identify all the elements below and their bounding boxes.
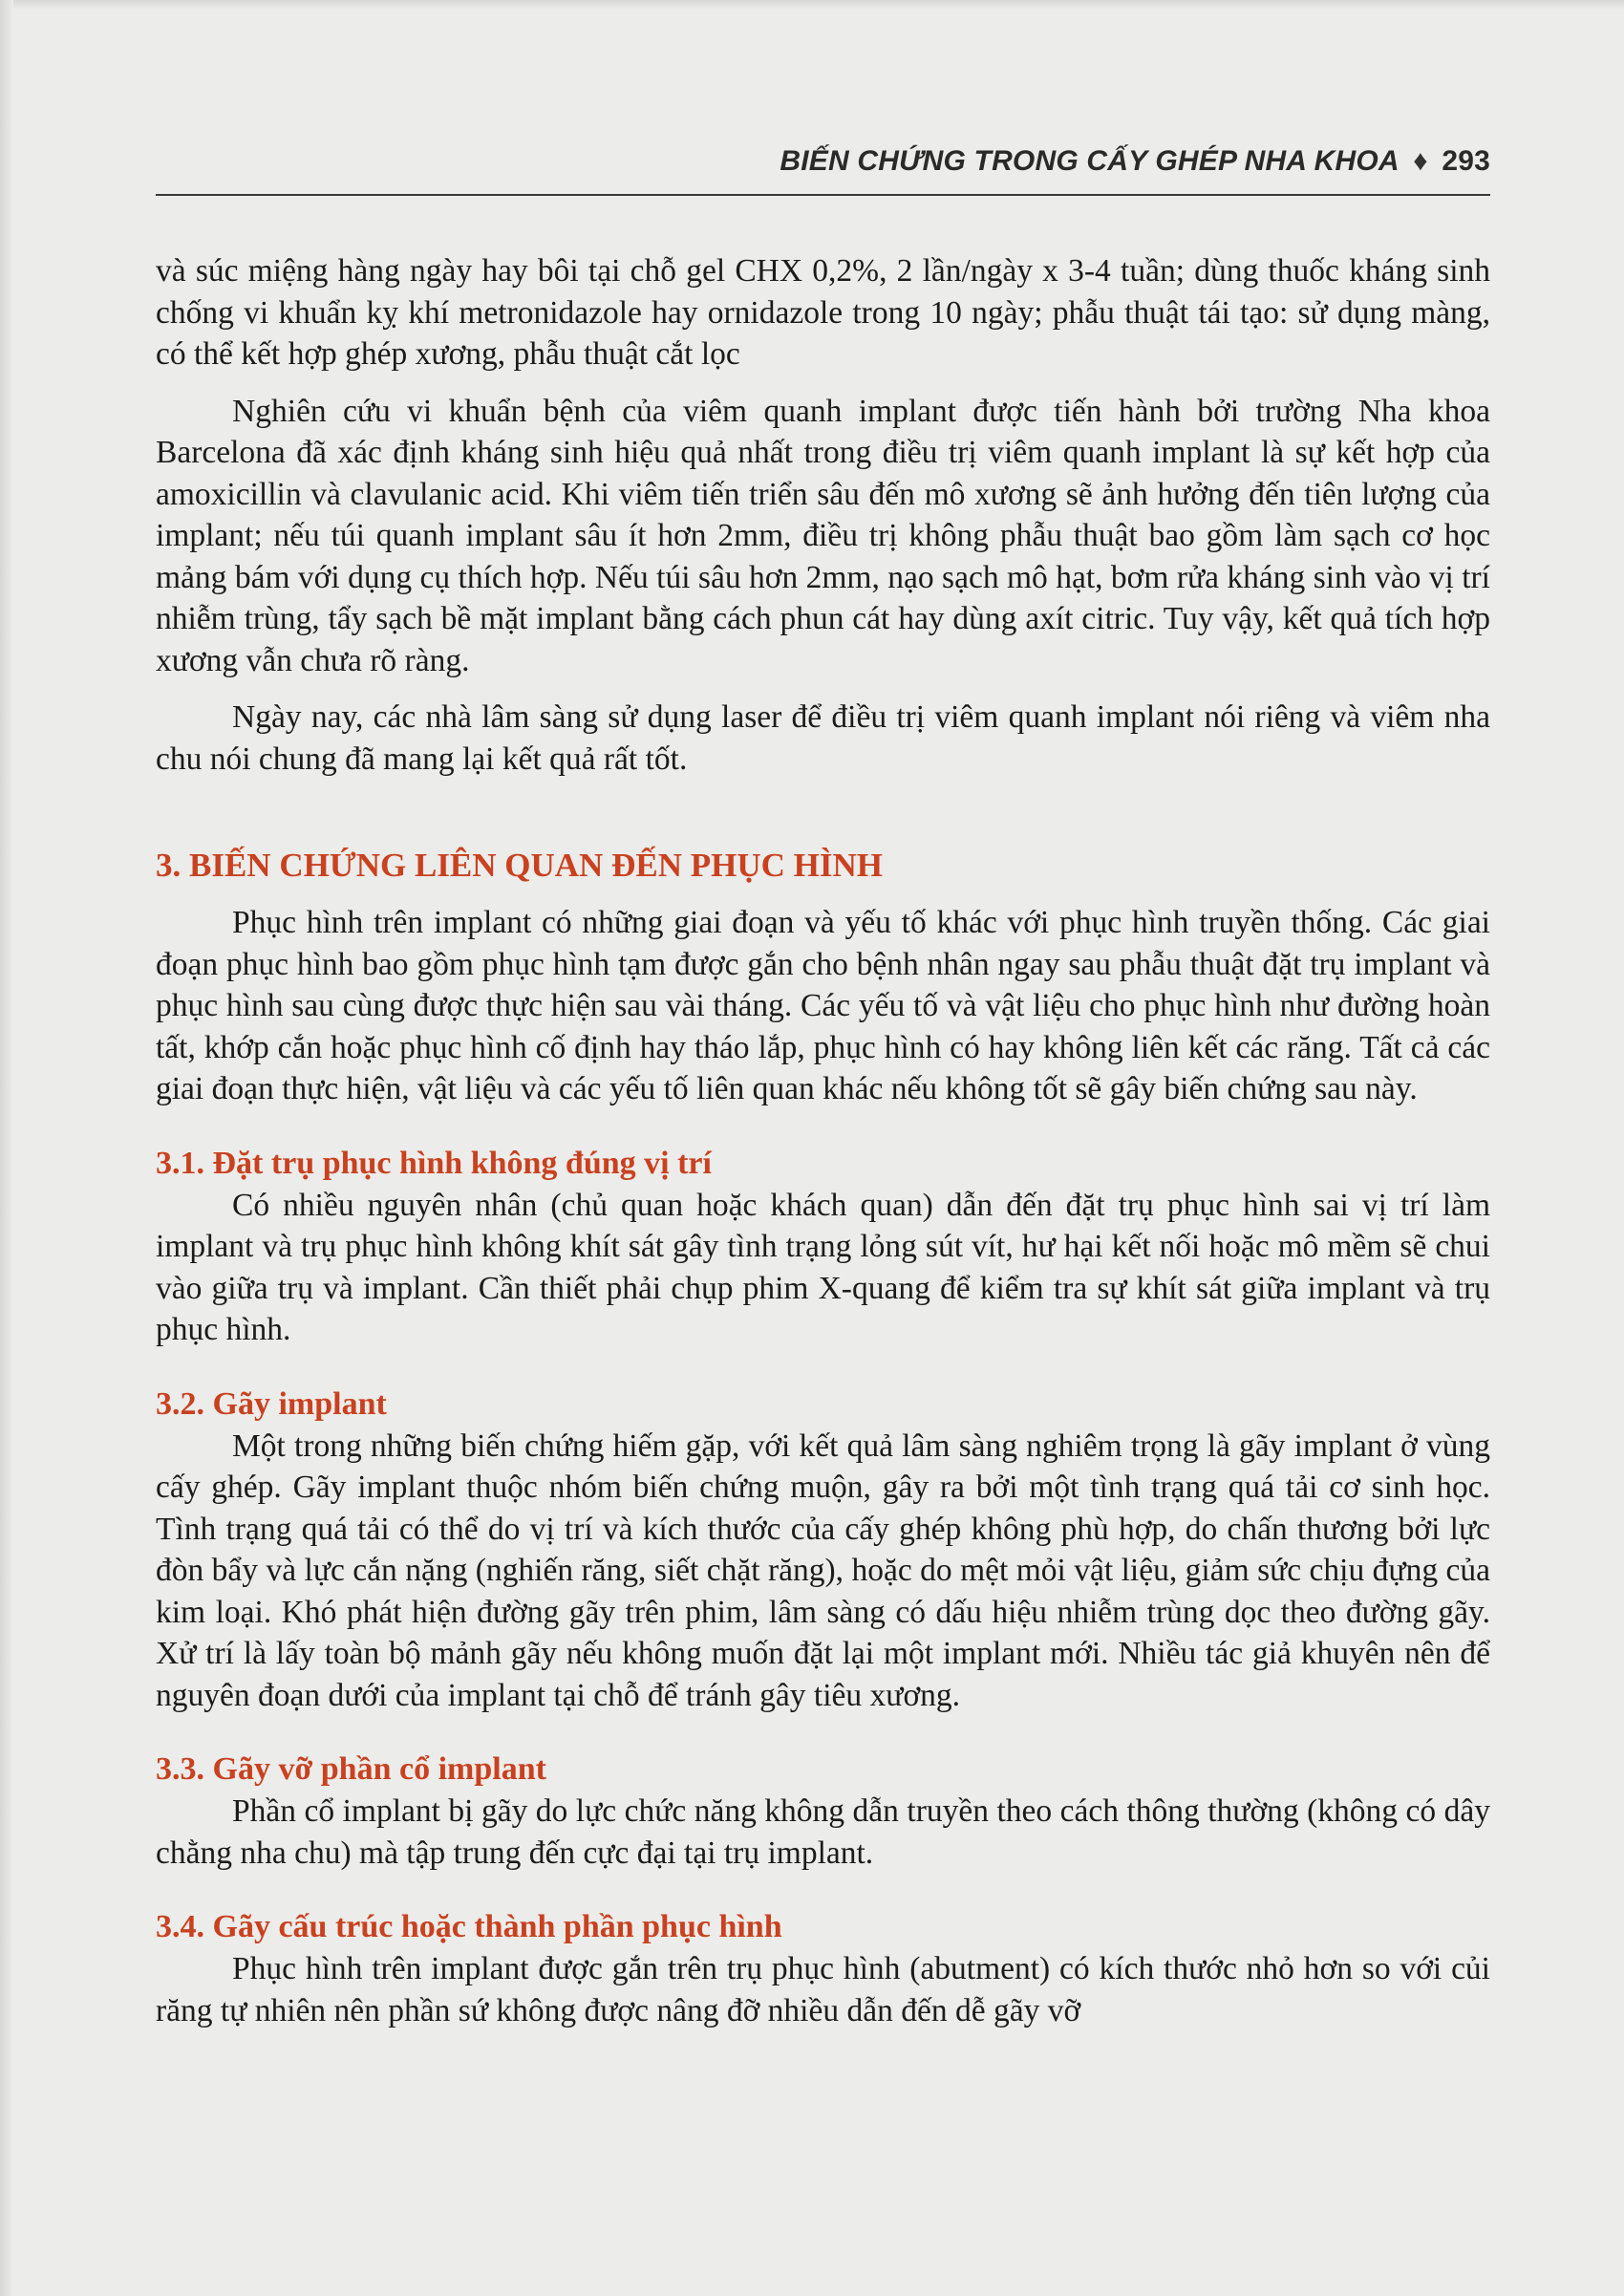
running-header <box>153 145 1490 178</box>
header-rule <box>156 194 1490 196</box>
subsection-heading-3-1: 3.1. Đặt trụ phục hình không đúng vị trí <box>156 1145 712 1181</box>
page-content <box>156 250 1490 2031</box>
paragraph-laser: Ngày nay, các nhà lâm sàng sử dụng laser để điều trị viêm quanh implant nói riêng và viêm nha chu nói chung đã mang lại kết quả rất tốt. <box>156 699 1490 777</box>
diamond-separator-icon: ♦ <box>1413 145 1428 177</box>
subsection-3-1-text: Có nhiều nguyên nhân (chủ quan hoặc khách quan) dẫn đến đặt trụ phục hình sai vị trí làm implant và trụ phục hình không khít sát gây tình trạng lỏng sút vít, hư hại kết nối hoặc mô mềm sẽ chui vào giữa trụ và implant. Cần thiết phải chụp phim X-quang để kiểm tra sự khít sát giữa implant và trụ phục hình. <box>156 1187 1490 1347</box>
subsection-3-2-text: Một trong những biến chứng hiếm gặp, với kết quả lâm sàng nghiêm trọng là gãy implant ở vùng cấy ghép. Gãy implant thuộc nhóm biến chứng muộn, gây ra bởi một tình trạng quá tải cơ sinh học. Tình trạng quá tải có thể do vị trí và kích thước của cấy ghép không phù hợp, do chấn thương bởi lực đòn bẩy và lực cắn nặng (nghiến răng, siết chặt răng), hoặc do mệt mỏi vật liệu, giảm sức chịu đựng của kim loại. Khó phát hiện đường gãy trên phim, lâm sàng có dấu hiệu nhiễm trùng dọc theo đường gãy. Xử trí là lấy toàn bộ mảnh gãy nếu không muốn đặt lại một implant mới. Nhiều tác giả khuyên nên để nguyên đoạn dưới của implant tại chỗ để tránh gây tiêu xương. <box>156 1427 1490 1713</box>
subsection-heading-3-2: 3.2. Gãy implant <box>156 1385 387 1422</box>
header-title: BIẾN CHỨNG TRONG CẤY GHÉP NHA KHOA <box>780 145 1400 177</box>
paragraph-barcelona-study: Nghiên cứu vi khuẩn bệnh của viêm quanh implant được tiến hành bởi trường Nha khoa Barcelona đã xác định kháng sinh hiệu quả nhất trong điều trị viêm quanh implant là sự kết hợp của amoxicillin và clavulanic acid. Khi viêm tiến triển sâu đến mô xương sẽ ảnh hưởng đến tiên lượng của implant; nếu túi quanh implant sâu ít hơn 2mm, điều trị không phẫu thuật bao gồm làm sạch cơ học mảng bám với dụng cụ thích hợp. Nếu túi sâu hơn 2mm, nạo sạch mô hạt, bơm rửa kháng sinh vào vị trí nhiễm trùng, tẩy sạch bề mặt implant bằng cách phun cát hay dùng axít citric. Tuy vậy, kết quả tích hợp xương vẫn chưa rõ ràng. <box>156 393 1490 678</box>
subsection-heading-3-4: 3.4. Gãy cấu trúc hoặc thành phần phục hình <box>156 1909 782 1944</box>
subsection-3-3-text: Phần cổ implant bị gãy do lực chức năng không dẫn truyền theo cách thông thường (không có dây chằng nha chu) mà tập trung đến cực đại tại trụ implant. <box>156 1793 1490 1871</box>
subsection-heading-3-3: 3.3. Gãy vỡ phần cổ implant <box>156 1751 546 1787</box>
page-number: 293 <box>1442 145 1490 177</box>
subsection-3-4-text: Phục hình trên implant được gắn trên trụ phục hình (abutment) có kích thước nhỏ hơn so với củi răng tự nhiên nên phần sứ không được nâng đỡ nhiều dẫn đến dễ gãy vỡ <box>156 1951 1490 2028</box>
paragraph-continuation: và súc miệng hàng ngày hay bôi tại chỗ gel CHX 0,2%, 2 lần/ngày x 3-4 tuần; dùng thuốc kháng sinh chống vi khuẩn kỵ khí metronidazole hay ornidazole trong 10 ngày; phẫu thuật tái tạo: sử dụng màng, có thể kết hợp ghép xương, phẫu thuật cắt lọc <box>156 253 1490 372</box>
section-heading-3: 3. BIẾN CHỨNG LIÊN QUAN ĐẾN PHỤC HÌNH <box>156 847 883 884</box>
section-3-text: Phục hình trên implant có những giai đoạn và yếu tố khác với phục hình truyền thống. Các giai đoạn phục hình bao gồm phục hình tạm được gắn cho bệnh nhân ngay sau phẫu thuật đặt trụ implant và phục hình sau cùng được thực hiện sau vài tháng. Các yếu tố và vật liệu cho phục hình như đường hoàn tất, khớp cắn hoặc phục hình cố định hay tháo lắp, phục hình có hay không liên kết các răng. Tất cả các giai đoạn thực hiện, vật liệu và các yếu tố liên quan khác nếu không tốt sẽ gây biến chứng sau này. <box>156 905 1490 1106</box>
